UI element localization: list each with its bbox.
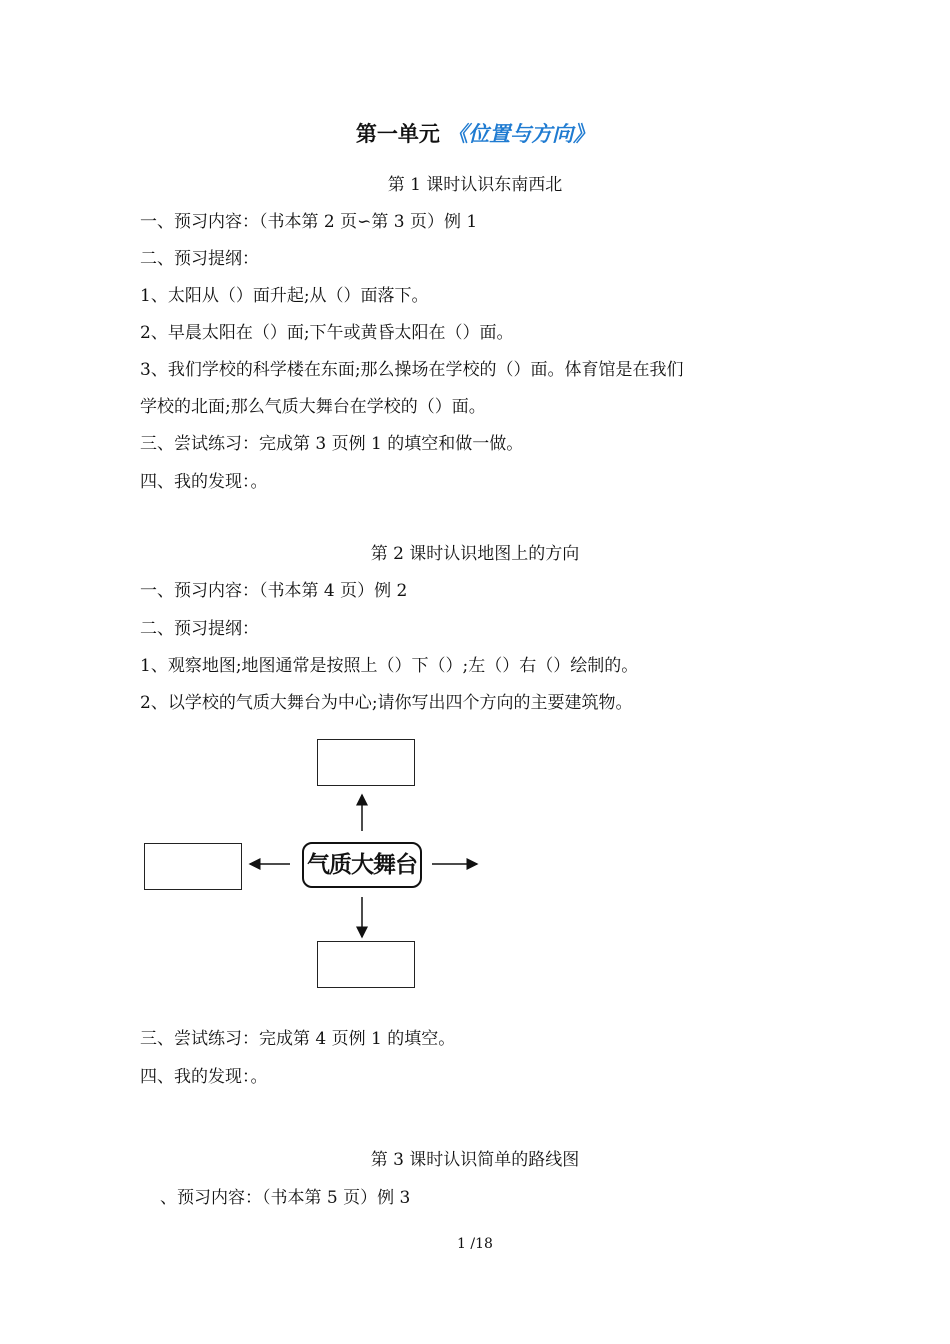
direction-diagram: [140, 733, 490, 993]
lesson-1-line: 3、我们学校的科学楼在东面;那么操场在学校的（）面。体育馆是在我们: [140, 360, 684, 380]
lesson-1-line: 学校的北面;那么气质大舞台在学校的（）面。: [140, 397, 486, 417]
stage-center-label: 气质大舞台: [302, 842, 422, 888]
lesson-3-line: 、预习内容：（书本第 5 页）例 3: [160, 1188, 411, 1208]
unit-title-accent: 《位置与方向》: [447, 122, 595, 146]
lesson-2-line: 1、观察地图;地图通常是按照上（）下（）;左（）右（）绘制的。: [140, 656, 639, 676]
lesson-1-line: 2、早晨太阳在（）面;下午或黄昏太阳在（）面。: [140, 323, 514, 343]
south-answer-box[interactable]: [317, 941, 415, 988]
unit-title-main: 第一单元: [355, 122, 440, 146]
lesson-2-heading: 第 2 课时认识地图上的方向: [370, 544, 580, 564]
lesson-2-line: 一、预习内容：（书本第 4 页）例 2: [140, 581, 408, 601]
lesson-1-line: 四、我的发现：。: [140, 472, 268, 492]
lesson-2-line: 三、尝试练习：完成第 4 页例 1 的填空。: [140, 1029, 456, 1049]
lesson-2-line: 四、我的发现：。: [140, 1067, 268, 1087]
unit-title: [0, 118, 950, 148]
lesson-2-line: 二、预习提纲：: [140, 619, 259, 639]
lesson-1-line: 1、太阳从（）面升起;从（）面落下。: [140, 286, 429, 306]
west-answer-box[interactable]: [144, 843, 242, 890]
lesson-2-line: 2、以学校的气质大舞台为中心;请你写出四个方向的主要建筑物。: [140, 693, 633, 713]
lesson-3-heading: 第 3 课时认识简单的路线图: [370, 1150, 580, 1170]
lesson-1-line: 一、预习内容：（书本第 2 页∽第 3 页）例 1: [140, 212, 478, 232]
lesson-1-line: 二、预习提纲：: [140, 249, 259, 269]
page-number: 1 /18: [457, 1236, 493, 1252]
lesson-1-heading: 第 1 课时认识东南西北: [387, 175, 563, 195]
north-answer-box[interactable]: [317, 739, 415, 786]
lesson-1-line: 三、尝试练习：完成第 3 页例 1 的填空和做一做。: [140, 434, 524, 454]
